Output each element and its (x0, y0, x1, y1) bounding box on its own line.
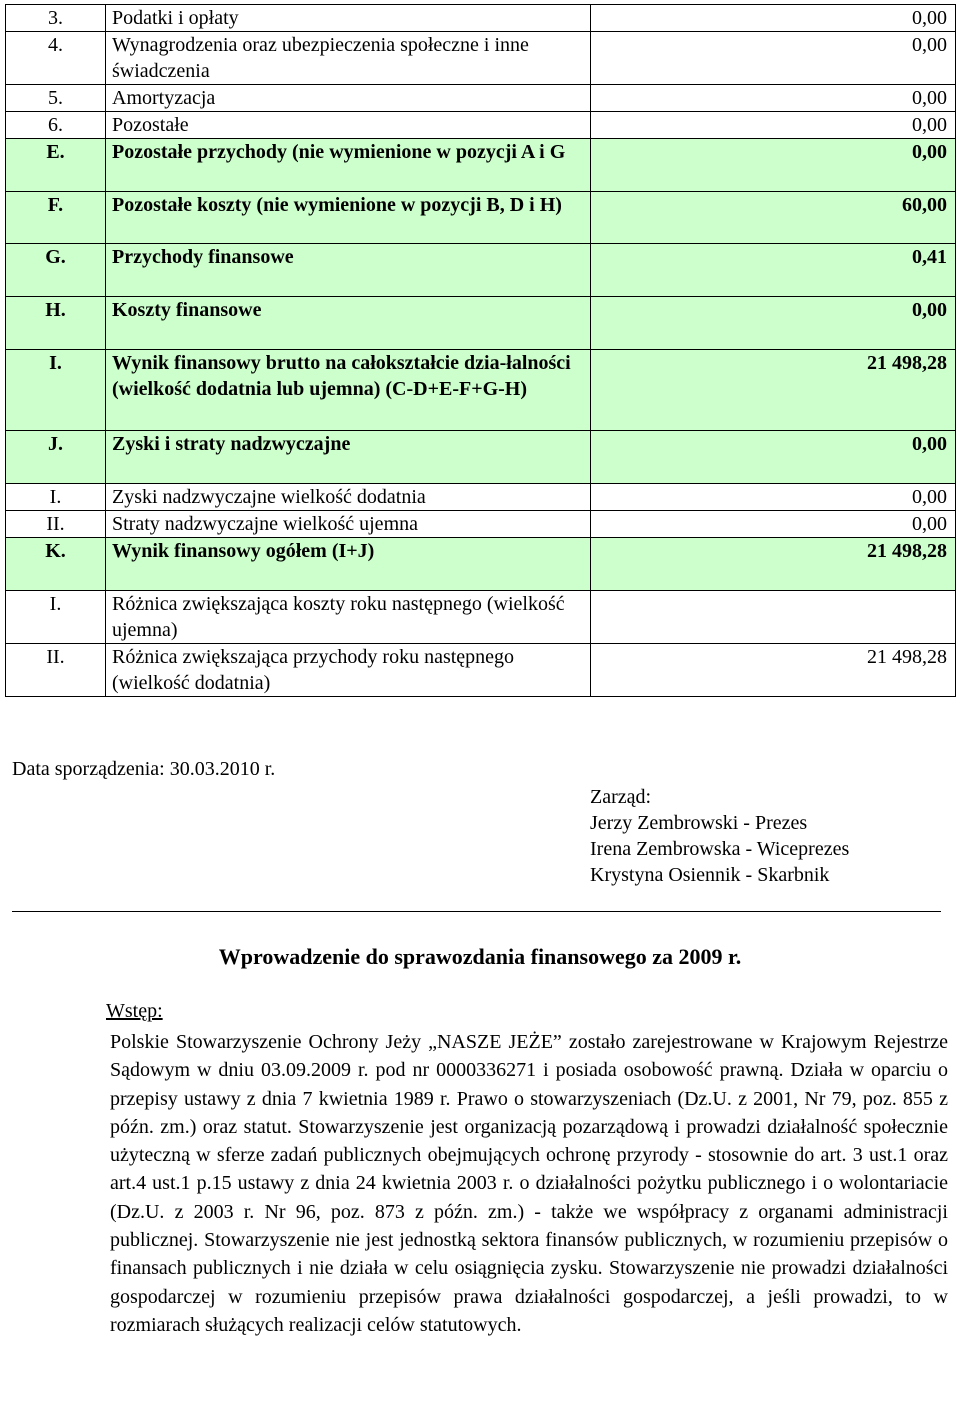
table-row (6, 139, 956, 192)
board-member: Jerzy Zembrowski - Prezes (590, 812, 808, 834)
divider (12, 911, 941, 912)
row-value: 0,00 (591, 5, 956, 32)
board-title: Zarząd: (590, 786, 652, 808)
row-value: 0,00 (591, 139, 956, 192)
row-code: II. (6, 511, 106, 538)
row-code: 4. (6, 32, 106, 85)
table-row (6, 484, 956, 511)
row-code: II. (6, 644, 106, 697)
row-code: 6. (6, 112, 106, 139)
row-value: 21 498,28 (591, 538, 956, 591)
row-code: 3. (6, 5, 106, 32)
row-code: I. (6, 591, 106, 644)
row-label: Przychody finansowe (106, 244, 591, 297)
row-code: J. (6, 431, 106, 484)
preparation-date: Data sporządzenia: 30.03.2010 r. (12, 758, 276, 780)
row-value: 0,00 (591, 484, 956, 511)
table-row (6, 350, 956, 431)
row-label: Różnica zwiększająca koszty roku następnego (wielkość ujemna) (106, 591, 591, 644)
row-label: Wynik finansowy ogółem (I+J) (106, 538, 591, 591)
board-signatures (590, 784, 849, 888)
row-code: F. (6, 192, 106, 244)
row-label: Podatki i opłaty (106, 5, 591, 32)
row-value: 0,00 (591, 511, 956, 538)
table-row (6, 5, 956, 32)
row-label: Pozostałe koszty (nie wymienione w pozycji B, D i H) (106, 192, 591, 244)
row-value: 0,00 (591, 297, 956, 350)
row-label: Amortyzacja (106, 85, 591, 112)
row-code: 5. (6, 85, 106, 112)
row-code: I. (6, 484, 106, 511)
table-row (6, 431, 956, 484)
row-value: 0,41 (591, 244, 956, 297)
board-member: Krystyna Osiennik - Skarbnik (590, 864, 830, 886)
row-value: 0,00 (591, 112, 956, 139)
row-label: Wynik finansowy brutto na całokształcie dzia-łalności (wielkość dodatnia lub ujemna) (C-D+E-F+G-H) (106, 350, 591, 431)
row-label: Zyski nadzwyczajne wielkość dodatnia (106, 484, 591, 511)
table-row (6, 297, 956, 350)
row-label: Pozostałe (106, 112, 591, 139)
intro-paragraph: Polskie Stowarzyszenie Ochrony Jeży „NASZE JEŻE” zostało zarejestrowane w Krajowym Rejestrze Sądowym w dniu 03.09.2009 r. pod nr 0000336271 i posiada osobowość prawną. Działa w oparciu o przepisy ustawy z dnia 7 kwietnia 1989 r. Prawo o stowarzyszeniach (Dz.U. z 2001, Nr 79, poz. 855 z późn. zm.) oraz statut. Stowarzyszenie jest organizacją pozarządową i prowadzi działalność społecznie użyteczną w sferze zadań publicznych obejmujących ochronę przyrody - stosownie do art. 3 ust.1 oraz art.4 ust.1 p.15 ustawy z dnia 24 kwietnia 2003 r. o działalności pożytku publicznego i o wolontariacie (Dz.U. z 2003 r. Nr 96, poz. 873 z późn. zm.) - także we współpracy z organami administracji publicznej. Stowarzyszenie nie jest jednostką sektora finansów publicznych, w rozumieniu przepisów o finansach publicznych i nie działa w celu osiągnięcia zysku. Stowarzyszenie nie prowadzi działalności gospodarczej w rozumieniu przepisów prawa działalności gospodarczej, a jeśli prowadzi, to w rozmiarach służących realizacji celów statutowych. (110, 1031, 948, 1336)
row-label: Pozostałe przychody (nie wymienione w pozycji A i G (106, 139, 591, 192)
table-row (6, 112, 956, 139)
financial-results-table (5, 4, 956, 697)
intro-label: Wstęp: (106, 1000, 163, 1022)
row-label: Koszty finansowe (106, 297, 591, 350)
row-code: I. (6, 350, 106, 431)
table-row (6, 591, 956, 644)
table-row (6, 511, 956, 538)
row-code: K. (6, 538, 106, 591)
row-code: E. (6, 139, 106, 192)
row-value: 0,00 (591, 431, 956, 484)
row-label: Straty nadzwyczajne wielkość ujemna (106, 511, 591, 538)
table-row (6, 538, 956, 591)
row-label: Zyski i straty nadzwyczajne (106, 431, 591, 484)
row-value (591, 591, 956, 644)
row-value: 21 498,28 (591, 350, 956, 431)
row-label: Wynagrodzenia oraz ubezpieczenia społeczne i inne świadczenia (106, 32, 591, 85)
row-value: 0,00 (591, 32, 956, 85)
table-row (6, 192, 956, 244)
row-value: 60,00 (591, 192, 956, 244)
board-member: Irena Zembrowska - Wiceprezes (590, 838, 850, 860)
table-row (6, 644, 956, 697)
table-row (6, 244, 956, 297)
table-row (6, 85, 956, 112)
row-label: Różnica zwiększająca przychody roku następnego (wielkość dodatnia) (106, 644, 591, 697)
row-value: 0,00 (591, 85, 956, 112)
table-row (6, 32, 956, 85)
row-code: G. (6, 244, 106, 297)
section-heading: Wprowadzenie do sprawozdania finansowego za 2009 r. (218, 944, 742, 969)
row-code: H. (6, 297, 106, 350)
row-value: 21 498,28 (591, 644, 956, 697)
